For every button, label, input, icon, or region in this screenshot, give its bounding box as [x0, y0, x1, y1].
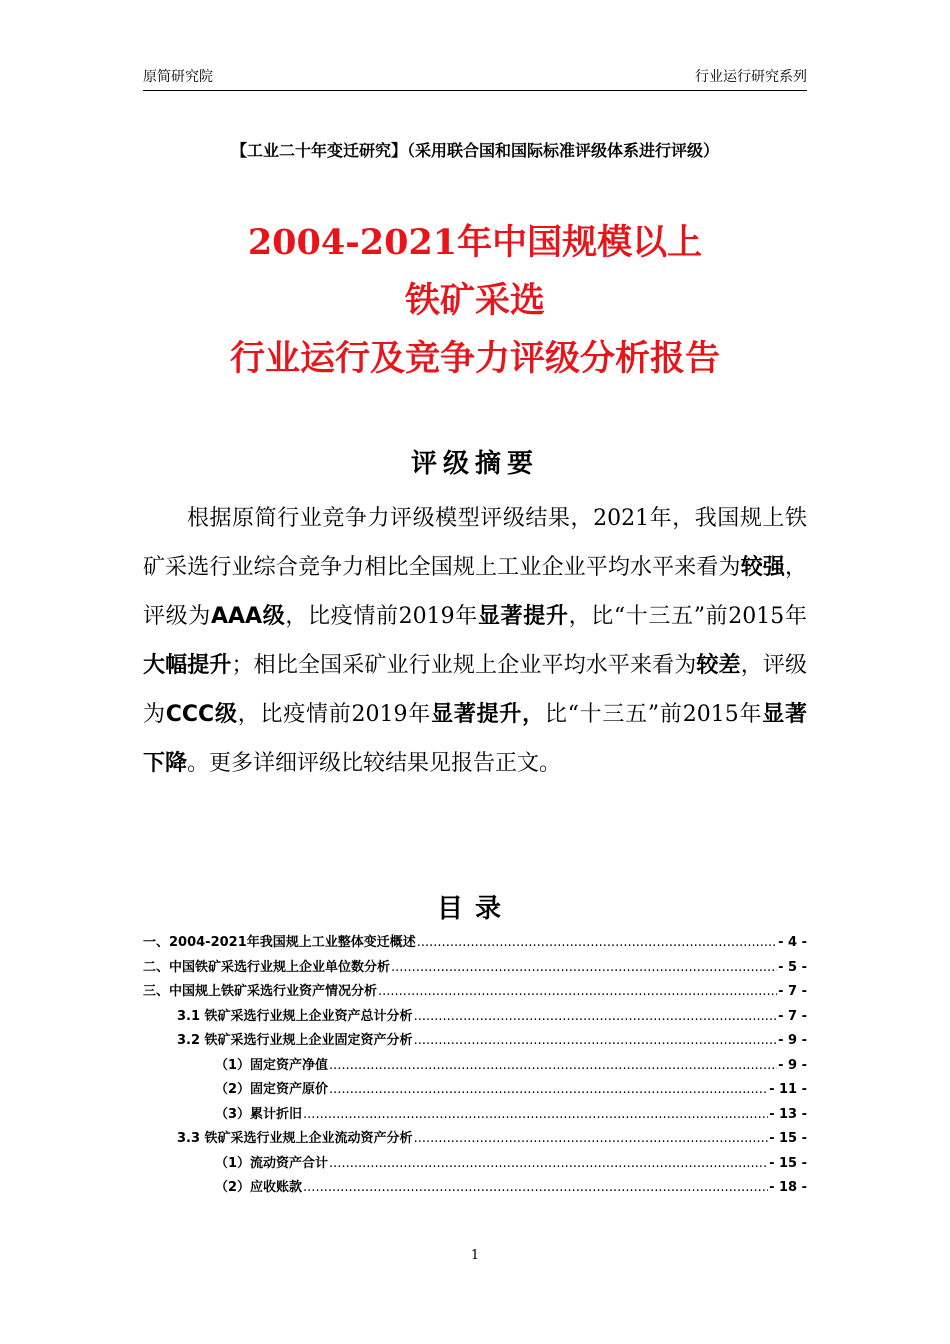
toc-entry-page: - 9 - — [778, 1033, 807, 1048]
title-line-3: 行业运行及竞争力评级分析报告 — [229, 338, 720, 379]
toc-entry[interactable] — [143, 1127, 807, 1152]
toc-leader-dots — [303, 1176, 768, 1201]
summary-emphasis: 大幅提升 — [143, 653, 232, 678]
toc-entry[interactable] — [143, 1103, 807, 1128]
toc-entry-label: （1）固定资产净值 — [215, 1057, 329, 1073]
title-line-1: 2004-2021年中国规模以上 — [247, 222, 703, 263]
toc-entry-label: 3.1 铁矿采选行业规上企业资产总计分析 — [177, 1008, 413, 1024]
summary-emphasis: CCC级 — [165, 702, 238, 727]
summary-text: ，评级为 — [143, 555, 807, 629]
toc-leader-dots — [391, 956, 777, 981]
toc-entry-page: - 13 - — [769, 1106, 807, 1122]
toc-entry-label: 3.2 铁矿采选行业规上企业固定资产分析 — [177, 1033, 413, 1048]
summary-text: ，比“十三五”前2015年 — [568, 604, 807, 629]
summary-emphasis: 较差 — [696, 653, 741, 678]
toc-entry-page: - 4 - — [778, 935, 807, 950]
header-series: 行业运行研究系列 — [695, 69, 807, 85]
summary-text: 根据原简行业竞争力评级模型评级结果，2021年，我国规上铁矿采选行业综合竞争力相比全国规上工业企业平均水平来看为 — [143, 506, 807, 580]
toc-leader-dots — [414, 1029, 778, 1054]
toc-entry-page: - 5 - — [778, 959, 807, 975]
summary-text: 。更多详细评级比较结果见报告正文。 — [187, 751, 562, 776]
toc-entry[interactable] — [143, 1029, 807, 1054]
summary-paragraph — [143, 494, 807, 788]
toc-entry-label: （2）固定资产原价 — [215, 1082, 329, 1097]
toc-leader-dots — [417, 931, 777, 956]
summary-emphasis: 显著下降 — [143, 702, 807, 776]
toc-entry[interactable] — [143, 931, 807, 956]
toc-entry-label: （1）流动资产合计 — [215, 1155, 329, 1171]
toc-entry-label: 二、中国铁矿采选行业规上企业单位数分析 — [143, 959, 391, 975]
toc-entry-page: - 7 - — [778, 1008, 807, 1024]
summary-heading: 评级摘要 — [410, 449, 539, 479]
summary-text: ，比疫情前2019年 — [237, 702, 432, 727]
toc-entry[interactable] — [143, 1078, 807, 1103]
toc-leader-dots — [378, 980, 777, 1005]
summary-emphasis: 显著提升 — [477, 604, 569, 629]
summary-emphasis: AAA级 — [210, 604, 286, 629]
toc-entry-label: （3）累计折旧 — [215, 1106, 303, 1122]
toc-entry-label: 3.3 铁矿采选行业规上企业流动资产分析 — [177, 1131, 413, 1146]
table-of-contents — [143, 931, 807, 1201]
toc-entry-page: - 15 - — [769, 1155, 807, 1171]
summary-text: 比“十三五”前2015年 — [544, 702, 763, 727]
page-header — [143, 66, 807, 91]
toc-entry-label: （2）应收账款 — [215, 1180, 303, 1195]
toc-entry-label: 一、2004-2021年我国规上工业整体变迁概述 — [143, 935, 416, 950]
summary-text: ；相比全国采矿业行业规上企业平均水平来看为 — [231, 653, 697, 678]
toc-entry[interactable] — [143, 980, 807, 1005]
summary-emphasis: 显著提升， — [431, 702, 545, 727]
toc-leader-dots — [414, 1127, 769, 1152]
toc-entry-page: - 15 - — [769, 1131, 807, 1146]
toc-heading: 目录 — [436, 894, 513, 924]
toc-leader-dots — [329, 1078, 768, 1103]
toc-leader-dots — [329, 1054, 777, 1079]
toc-entry-label: 三、中国规上铁矿采选行业资产情况分析 — [143, 984, 378, 999]
report-subtitle: 【工业二十年变迁研究】（采用联合国和国际标准评级体系进行评级） — [230, 141, 719, 160]
page-number: 1 — [470, 1248, 480, 1263]
toc-entry[interactable] — [143, 1152, 807, 1177]
toc-entry-page: - 9 - — [778, 1057, 807, 1073]
header-org: 原简研究院 — [143, 69, 213, 85]
summary-text: ，比疫情前2019年 — [285, 604, 478, 629]
summary-emphasis: 较强 — [740, 555, 785, 580]
toc-entry-page: - 11 - — [769, 1082, 807, 1097]
toc-entry-page: - 18 - — [769, 1180, 807, 1195]
toc-entry[interactable] — [143, 956, 807, 981]
toc-leader-dots — [303, 1103, 768, 1128]
toc-leader-dots — [414, 1005, 778, 1030]
toc-entry[interactable] — [143, 1054, 807, 1079]
toc-entry-page: - 7 - — [778, 984, 807, 999]
report-title — [0, 214, 950, 388]
toc-leader-dots — [329, 1152, 768, 1177]
summary-text: ，评级为 — [143, 653, 807, 727]
toc-entry[interactable] — [143, 1176, 807, 1201]
toc-entry[interactable] — [143, 1005, 807, 1030]
title-line-2: 铁矿采选 — [404, 280, 545, 321]
